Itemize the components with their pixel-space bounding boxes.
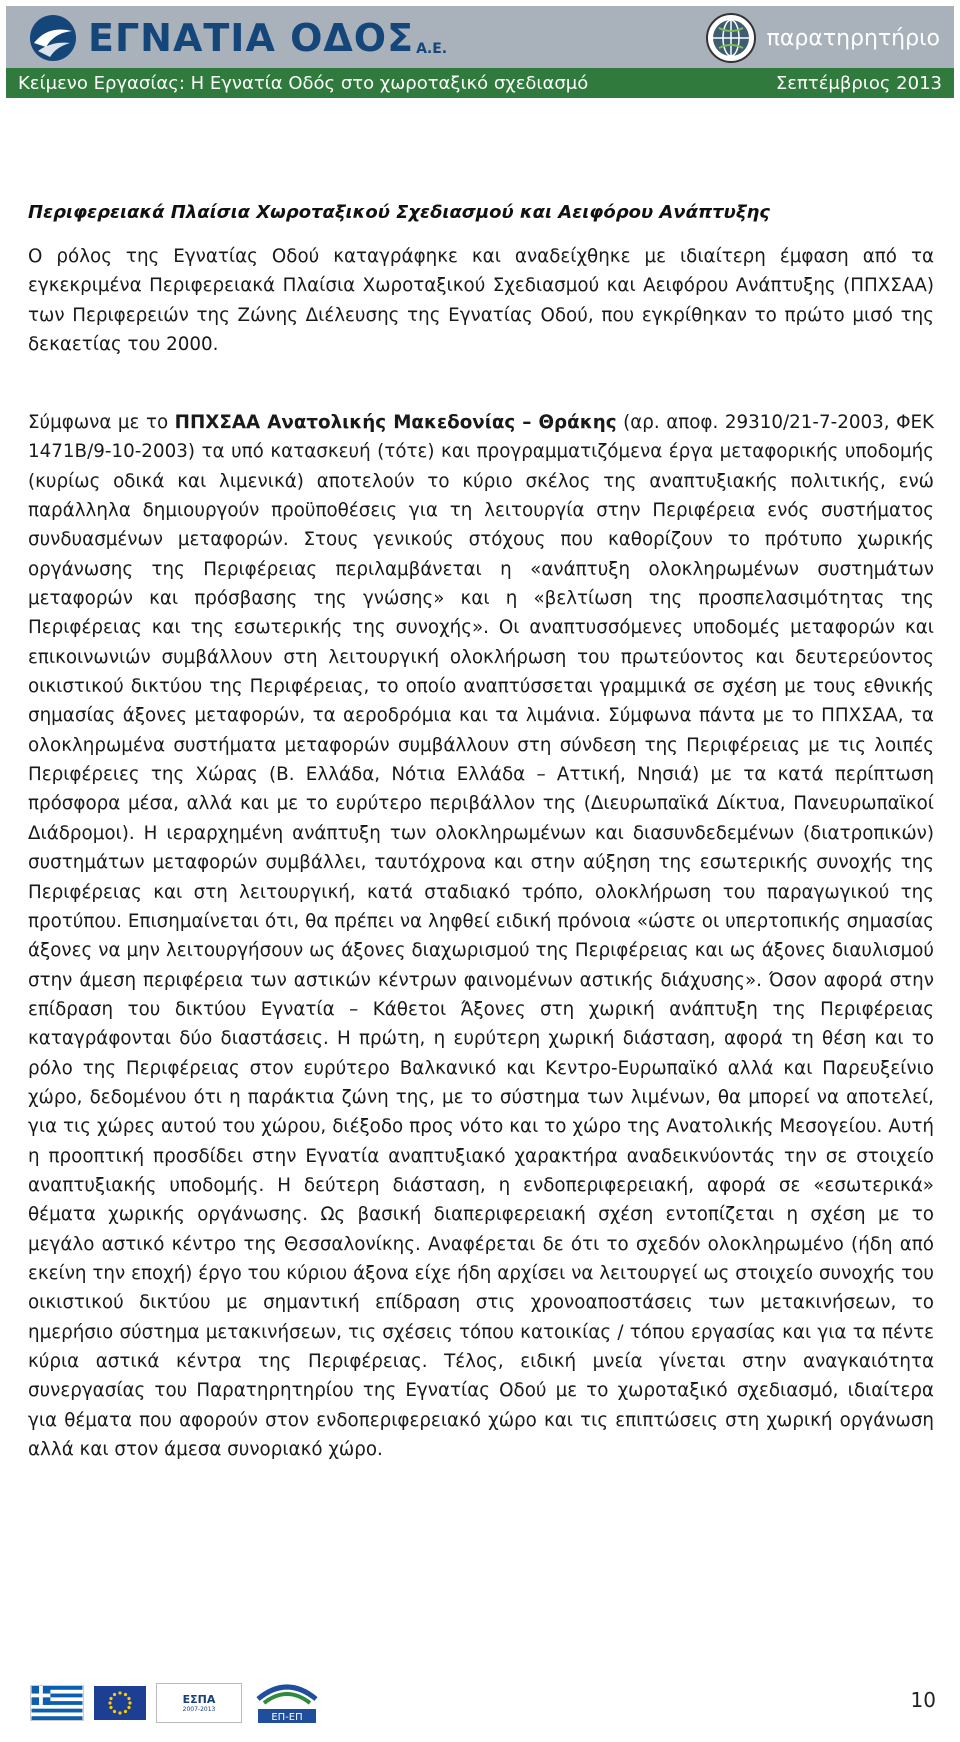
funding-logos [30,1678,322,1728]
egnatia-swirl-icon [28,13,78,63]
espa-logo: ΕΣΠΑ 2007-2013 [156,1683,242,1723]
greek-flag-icon [30,1685,84,1721]
paragraph-body: (αρ. αποφ. 29310/21-7-2003, ΦΕΚ 1471Β/9-10-2003) τα υπό κατασκευή (τότε) και προγραμματιζόμενα έργα μεταφορικής υποδομής (κυρίως οδικά και λιμενικά) αποτελούν το κύριο σκέλος της αναπτυξιακής πολιτικής, ενώ παράλληλα δημιουργούν προϋποθέσεις για τη λειτουργία στην Περιφέρεια ενός συστήματος συνδυασμένων μεταφορών. Στους γενικούς στόχους που καθορίζουν το πρότυπο χωρικής οργάνωσης της Περιφέρειας περιλαμβάνεται η «ανάπτυξη ολοκληρωμένων συστημάτων μεταφορών και πρόσβασης της γνώσης» και η «βελτίωση της προσπελασιμότητας της Περιφέρειας και της εσωτερικής της συνοχής». Οι αναπτυσσόμενες υποδομές μεταφορών και επικοινωνιών συμβάλλουν στη λειτουργική ολοκλήρωση του πρωτεύοντος και δευτερεύοντος οικιστικού δικτύου της Περιφέρειας, το οποίο αναπτύσσεται γραμμικά σε σχέση με τους εθνικής σημασίας άξονες μεταφορών, τα αεροδρόμια και τα λιμάνια. Σύμφωνα πάντα με το ΠΠΧΣΑΑ, τα ολοκληρωμένα συστήματα μεταφορών συμβάλλουν στη σύνδεση της Περιφέρειας με τις λοιπές Περιφέρειες της Χώρας (Β. Ελλάδα, Νότια Ελλάδα – Αττική, Νησιά) με τα κατά περίπτωση πρόσφορα μέσα, αλλά και με το ευρύτερο περιβάλλον της (Διευρωπαϊκά Δίκτυα, Πανευρωπαϊκοί Διάδρομοι). Η ιεραρχημένη ανάπτυξη των ολοκληρωμένων και διασυνδεδεμένων (διατροπικών) συστημάτων μεταφορών συμβάλλει, ταυτόχρονα και στην αύξηση της εσωτερικής συνοχής της Περιφέρειας και στη λειτουργική, κατά σταδιακό τρόπο, ολοκλήρωση του παραγωγικού της προτύπου. Επισημαίνεται ότι, θα πρέπει να ληφθεί ειδική πρόνοια «ώστε οι υπερτοπικής σημασίας άξονες να μην λειτουργήσουν ως άξονες διαχωρισμού της Περιφέρειας και ως άξονες διαυλισμού στην άμεση περιφέρεια των αστικών κέντρων φαινομένων αστικής διάχυσης». Όσον αφορά στην επίδραση του δικτύου Εγνατία – Κάθετοι Άξονες στη χωρική ανάπτυξη της Περιφέρειας καταγράφονται δύο διαστάσεις. Η πρώτη, η ευρύτερη χωρική διάσταση, αφορά τη θέση και το ρόλο της Περιφέρειας στον ευρύτερο Βαλκανικό και Κεντρο-Ευρωπαϊκό αλλά και Παρευξείνιο χώρο, δεδομένου ότι η παράκτια ζώνη της, με το σύστημα των λιμένων, θα μπορεί να αποτελεί, για τις χώρες αυτού του χώρου, διέξοδο προς νότο και το χώρο της Ανατολικής Μεσογείου. Αυτή η προοπτική προσδίδει στην Εγνατία αναπτυξιακό χαρακτήρα αναδεικνύοντάς την σε στοιχείο αναπτυξιακής υποδομής. Η δεύτερη διάσταση, η ενδοπεριφερειακή, αφορά σε «εσωτερικά» θέματα χωρικής οργάνωσης. Ως βασική διαπεριφερειακή σχέση εντοπίζεται η σχέση με το μεγάλο αστικό κέντρο της Θεσσαλονίκης. Αναφέρεται δε ότι το σχεδόν ολοκληρωμένο (ήδη από εκείνη την εποχή) έργο του κύριου άξονα είχε ήδη αρχίσει να λειτουργεί ως στοιχείο συνοχής του οικιστικού δικτύου με σημαντική επίδραση στις χρονοαποστάσεις των μετακινήσεων, το ημερήσιο σύστημα μετακινήσεων, τις σχέσεις τόπου κατοικίας / τόπου εργασίας και για τα πέντε κύρια αστικά κέντρα της Περιφέρειας. Τέλος, ειδική μνεία γίνεται στην αναγκαιότητα συνεργασίας του Παρατηρητηρίου της Εγνατίας Οδού με το χωροταξικό σχεδιασμό, ιδιαίτερα για θέματα που αφορούν στον ενδοπεριφερειακό χώρο και τις επιπτώσεις στη χωρική οργάνωση αλλά και στον άμεσα συνοριακό χώρο. [28,412,935,1461]
epep-logo-icon [252,1679,322,1727]
section-heading: Περιφερειακά Πλαίσια Χωροταξικού Σχεδιασμού και Αειφόρου Ανάπτυξης [28,202,770,223]
paragraph-lead: Σύμφωνα με το [28,412,175,433]
document-date: Σεπτέμβριος 2013 [775,72,942,94]
document-title: Κείμενο Εργασίας: Η Εγνατία Οδός στο χωροταξικό σχεδιασμό [18,72,589,94]
paragraph-main [28,408,934,1464]
egnatia-logo [28,12,447,64]
document-header [6,6,954,98]
observatory-brand [705,12,940,64]
document-title-bar [6,68,954,98]
page-number: 10 [910,1688,936,1712]
eu-flag-icon [94,1686,146,1720]
observatory-globe-icon [705,12,757,64]
emphasized-plan-name: ΠΠΧΣΑΑ Ανατολικής Μακεδονίας – Θράκης [174,412,617,433]
svg-text:ΕΠ-ΕΠ: ΕΠ-ΕΠ [271,1712,303,1723]
logo-wordmark: ΕΓΝΑΤΙΑ ΟΔΟΣ Α.Ε. [88,16,448,60]
paragraph-intro: Ο ρόλος της Εγνατίας Οδού καταγράφηκε και αναδείχθηκε με ιδιαίτερη έμφαση από τα εγκεκριμένα Περιφερειακά Πλαίσια Χωροταξικού Σχεδιασμού και Αειφόρου Ανάπτυξης (ΠΠΧΣΑΑ) των Περιφερειών της Ζώνης Διέλευσης της Εγνατίας Οδού, που εγκρίθηκαν το πρώτο μισό της δεκαετίας του 2000. [28,246,934,356]
observatory-label: παρατηρητήριο [766,25,940,51]
